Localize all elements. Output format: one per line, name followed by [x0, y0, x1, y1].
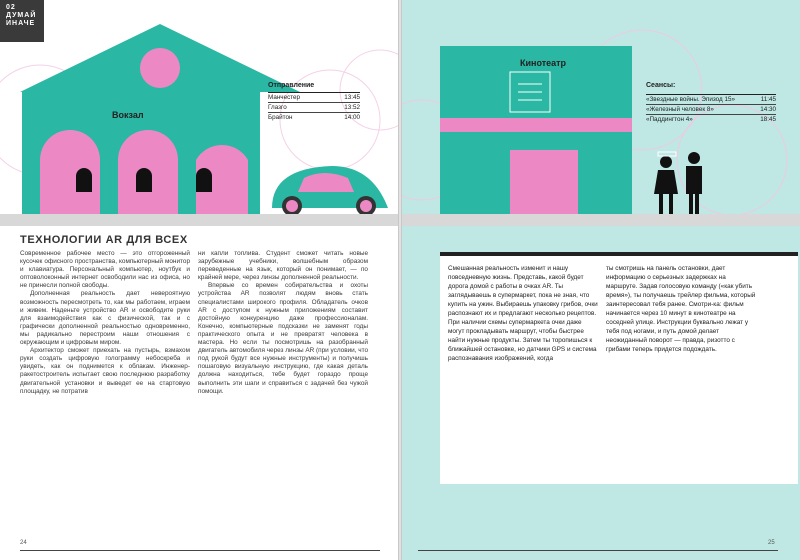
station-label: Вокзал — [112, 110, 144, 120]
roof-window — [140, 48, 180, 88]
box-column-1: Смешанная реальность изменит и нашу повседневную жизнь. Представь, какой будет дорога домой с работы в очках AR. Ты заглядываешь в супермаркет, пока не зная, что купить на ужин. Выбираешь упаковку грибов, очки распознают их и предлагают несколько рецептов. При наличии схемы супермаркета очки даже могут прокладывать маршрут, чтобы быстрее найти нужные продукты. Затем ты торопишься к ближайшей остановке, но датчики GPS и система распознавания изображений, когда — [448, 265, 598, 362]
sidebar-box — [440, 252, 798, 484]
rubric-number: 02 — [6, 4, 16, 11]
cinema-door — [510, 150, 578, 214]
rubric-word-1: ДУМАЙ — [6, 12, 37, 19]
article-heading: ТЕХНОЛОГИИ AR ДЛЯ ВСЕХ — [20, 234, 188, 246]
ar-glasses — [658, 152, 676, 156]
ground-stripe — [402, 214, 800, 226]
board-row: Глазго 13:52 — [268, 104, 360, 111]
rubric-word-2: ИНАЧЕ — [6, 20, 36, 27]
departures-title: Отправление — [268, 82, 315, 89]
footer-rule — [20, 550, 380, 551]
box-top-bar — [440, 252, 798, 256]
page-number-right: 25 — [768, 540, 775, 546]
box-column-2: ты смотришь на панель остановки, дает информацию о серьезных задержках на маршруте. Задав голосовую команду («как убить время»), ты получаешь трейлер фильма, который заинтересовал тебя ранее. Смотри-ка: фильм начинается через 10 минут в кинотеатре на соседней улице. Инструкции буквально лежат у тебя под ногами, и путь домой делает неожиданный поворот — правда, ризотто с грибами теперь придется подождать. — [606, 265, 756, 353]
sessions-board — [646, 94, 776, 124]
footer-rule — [418, 550, 778, 551]
article-column-1 — [20, 250, 190, 396]
board-row: «Железный человек 8» 14:30 — [646, 106, 776, 113]
board-row: «Звездные войны. Эпизод 15» 11:45 — [646, 96, 776, 103]
paragraph: ни капли топлива. Студент сможет читать новые зарубежные учебники, волшебным образом переведенные на язык, который он понимает, — по крайней мере, через линзы дополненной реальности. — [198, 250, 368, 282]
board-row: Манчестер 13:45 — [268, 94, 360, 101]
people-silhouettes — [654, 152, 702, 214]
paragraph: Впервые со времен собирательства и охоты устройства AR позволят людям вновь стать специалистами широкого профиля. Обладатель очков AR с доступом к нужным приложениям составит достойную конкуренцию даже профессионалам. Конечно, компьютерные подсказки не заменят годы практического опыта и не превратят человека в мастера. Но если ты посмотришь на разобранный двигатель автомобиля через линзы AR (при условии, что под рукой будут все нужные инструменты) и получишь пошаговую визуальную инструкцию, где какая деталь должна находиться, тебе будет гораздо проще выполнить эти шаги и справиться с задачей без чужой помощи. — [198, 282, 369, 395]
page-number-left: 24 — [20, 540, 27, 546]
paragraph: Архитектор сможет приехать на пустырь, взмахом руки создать цифровую голограмму небоскреба и увидеть, как он поднимется к облакам. Инженер-ракетостроитель испытает свою последнюю разработку двигательной установки и выведет ее на стартовую площадку, не потратив — [20, 347, 190, 395]
cinema-label: Кинотеатр — [520, 58, 567, 68]
board-row: «Паддингтон 4» 18:45 — [646, 116, 776, 123]
sessions-title: Сеансы: — [646, 82, 676, 89]
cinema-stripe — [440, 118, 632, 132]
paragraph: Дополненная реальность дает невероятную возможность пересмотреть то, как мы работаем, играем и живем. Наденьте устройство AR и освободите руки для взаимодействия как с физической, так и с графически дополненной реальностью одновременно, мы радикально перестроим наши отношения с окружающим и цифровым миром. — [20, 290, 190, 347]
ground-stripe — [0, 214, 398, 226]
paragraph: Современное рабочее место — это отгороженный кусочек офисного пространства, компьютерный монитор и клавиатура. Персональный компьютер, ноутбук и оптоволоконный интернет освободили нас из офиса, но не принесли полной свободы. — [20, 250, 190, 290]
left-page — [0, 0, 398, 560]
departures-board — [268, 92, 360, 122]
board-row: Брайтон 14:00 — [268, 114, 360, 121]
article-column-2 — [198, 250, 368, 396]
